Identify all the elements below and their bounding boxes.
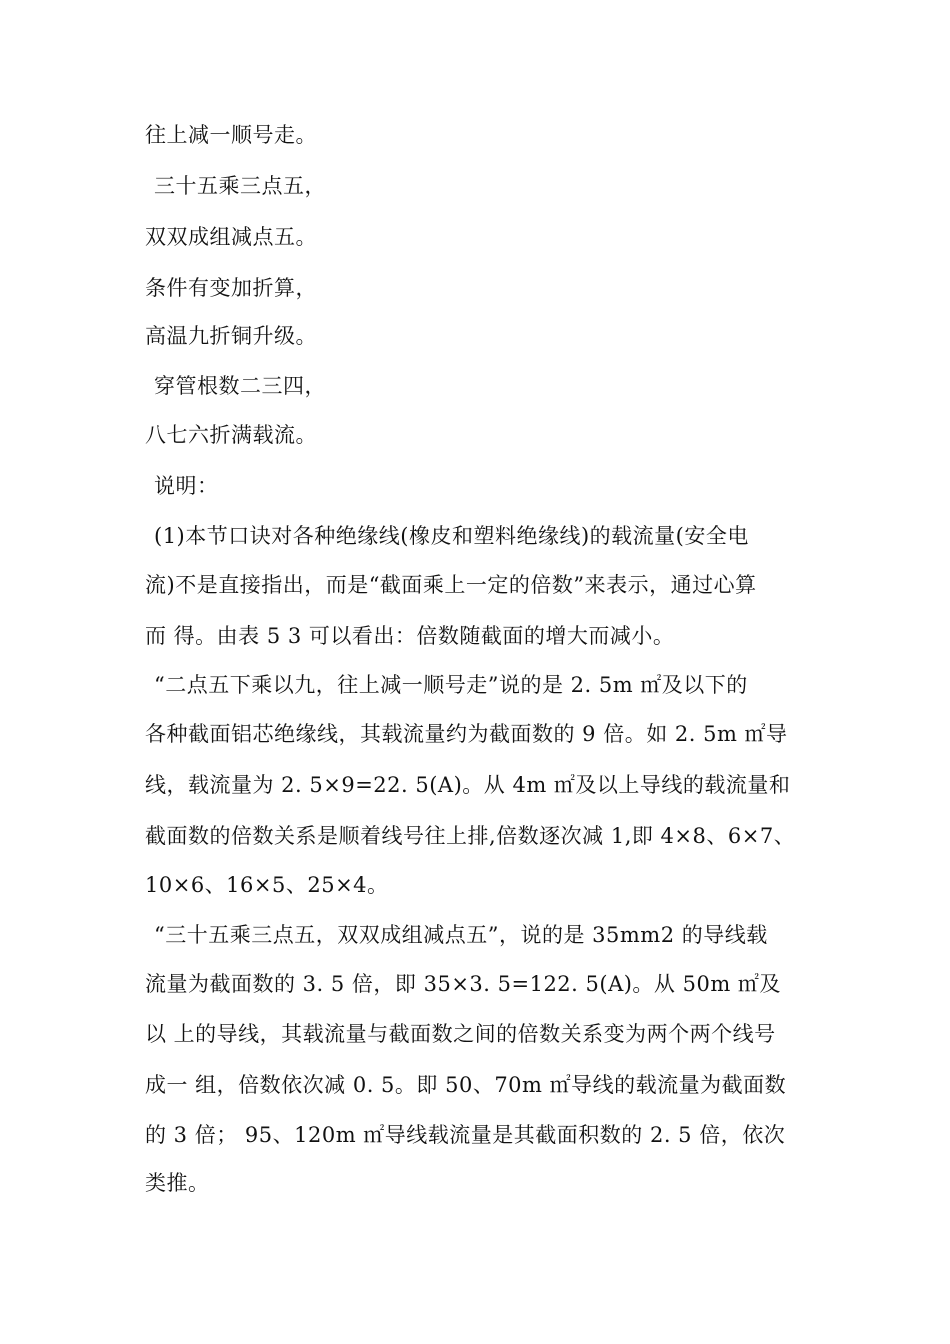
body-line: 线，载流量为 2. 5×9=22. 5(A)。从 4m ㎡及以上导线的载流量和 [145, 773, 791, 797]
body-line: “二点五下乘以九，往上减一顺号走”说的是 2. 5m ㎡及以下的 [154, 673, 748, 697]
body-line: 以 上的导线，其载流量与截面数之间的倍数关系变为两个两个线号 [145, 1022, 776, 1046]
verse-line: 条件有变加折算， [145, 276, 317, 300]
body-line: “三十五乘三点五，双双成组减点五”，说的是 35mm2 的导线载 [154, 923, 768, 947]
body-line: 的 3 倍； 95、120m ㎡导线载流量是其截面积数的 2. 5 倍，依次 [145, 1123, 786, 1147]
body-line: (1)本节口诀对各种绝缘线(橡皮和塑料绝缘线)的载流量(安全电 [154, 524, 749, 548]
verse-line: 往上减一顺号走。 [145, 123, 317, 147]
explanation-heading: 说明： [154, 474, 219, 498]
body-line: 流量为截面数的 3. 5 倍，即 35×3. 5=122. 5(A)。从 50m ㎡及 [145, 972, 781, 996]
verse-line: 三十五乘三点五， [154, 174, 326, 198]
body-line: 类推。 [145, 1171, 210, 1195]
body-line: 成一 组，倍数依次减 0. 5。即 50、70m ㎡导线的载流量为截面数 [145, 1073, 787, 1097]
body-line: 截面数的倍数关系是顺着线号往上排,倍数逐次减 1,即 4×8、6×7、 [145, 824, 796, 848]
body-line: 10×6、16×5、25×4。 [145, 873, 389, 897]
body-line: 流)不是直接指出，而是“截面乘上一定的倍数”来表示，通过心算 [145, 573, 757, 597]
body-line: 各种截面铝芯绝缘线，其载流量约为截面数的 9 倍。如 2. 5m ㎡导 [145, 722, 788, 746]
verse-line: 双双成组减点五。 [145, 225, 317, 249]
body-line: 而 得。由表 5 3 可以看出：倍数随截面的增大而减小。 [145, 624, 675, 648]
verse-line: 穿管根数二三四， [154, 374, 326, 398]
verse-line: 高温九折铜升级。 [145, 324, 317, 348]
verse-line: 八七六折满载流。 [145, 423, 317, 447]
